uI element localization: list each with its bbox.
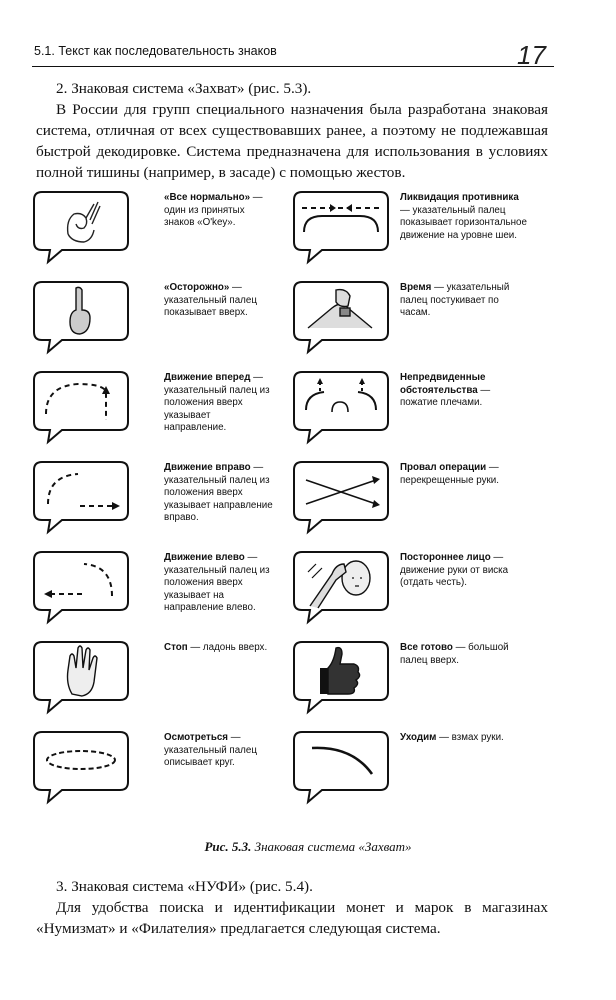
sign-caption: Уходим — взмах руки.: [400, 732, 504, 743]
sign-caption: Постороннее лицо — движение руки от виска (отдать честь).: [400, 552, 509, 588]
sign-bubble-move-forward: [32, 370, 130, 432]
sign-bubble-caution: [32, 280, 130, 342]
raised-index-finger-icon: [32, 280, 130, 354]
sign-bubble-all-ok: [32, 190, 130, 252]
thumbs-up-icon: [292, 640, 390, 714]
hand-wave-arc-icon: [292, 730, 390, 804]
open-palm-icon: [32, 640, 130, 714]
section-2-heading: 2. Знаковая система «Захват» (рис. 5.3).: [56, 80, 312, 97]
sign-bubble-move-right: [32, 460, 130, 522]
shrug-icon: [292, 370, 390, 444]
crossed-arms-icon: [292, 460, 390, 534]
sign-caption: Непредвиденные обстоятельства — пожатие плечами.: [400, 372, 491, 408]
sign-bubble-eliminate: [292, 190, 390, 252]
figure-caption-text: Знаковая система «Захват»: [254, 839, 412, 854]
figure-caption-label: Рис. 5.3.: [204, 839, 252, 854]
arrow-left-icon: [32, 550, 130, 624]
header-rule: [32, 66, 554, 67]
ok-hand-icon: [32, 190, 130, 264]
arrow-right-icon: [32, 460, 130, 534]
arrow-forward-icon: [32, 370, 130, 444]
sign-caption: Движение вперед — указательный палец из положения вверх указывает направление.: [164, 372, 270, 433]
sign-caption: «Осторожно» — указательный палец показывает вверх.: [164, 282, 257, 318]
sign-caption: Движение влево — указательный палец из положения вверх указывает на направление влево.: [164, 552, 270, 613]
section-3-heading: 3. Знаковая система «НУФИ» (рис. 5.4).: [56, 878, 313, 895]
sign-bubble-withdraw: [292, 730, 390, 792]
salute-icon: [292, 550, 390, 624]
sign-caption: Все готово — большой палец вверх.: [400, 642, 509, 666]
section-3-body: Для удобства поиска и идентификации монет и марок в магазинах «Нумизмат» и «Филателия» предлагается следующая система.: [36, 899, 548, 937]
sign-caption: Ликвидация противника — указательный палец показывает горизонтальное движение на уровне шеи.: [400, 192, 527, 241]
sign-bubble-failure: [292, 460, 390, 522]
sign-caption: «Все нормально» — один из принятых знаков «О'key».: [164, 192, 263, 228]
section-2-body: В России для групп специального назначения была разработана знаковая система, отличная от всех существовавших ранее, а поэтому не подлежавшая быстрой декодировке. Система предназначена для использования в условиях полной тишины (например, в засаде) с помощью жестов.: [36, 101, 548, 181]
sign-caption: Движение вправо — указательный палец из положения вверх указывает направление вправо.: [164, 462, 273, 523]
sign-bubble-stranger: [292, 550, 390, 612]
figure-caption: [0, 839, 616, 855]
sign-bubble-look-around: [32, 730, 130, 792]
watch-tap-icon: [292, 280, 390, 354]
dashed-circle-icon: [32, 730, 130, 804]
sign-caption: Стоп — ладонь вверх.: [164, 642, 268, 653]
sign-caption: Осмотреться — указательный палец описывает круг.: [164, 732, 257, 768]
gesture-figure: [28, 186, 568, 806]
running-title: 5.1. Текст как последовательность знаков: [34, 44, 277, 58]
sign-bubble-move-left: [32, 550, 130, 612]
throat-slash-icon: [292, 190, 390, 264]
sign-bubble-stop: [32, 640, 130, 702]
sign-bubble-time: [292, 280, 390, 342]
sign-bubble-unforeseen: [292, 370, 390, 432]
sign-caption: Провал операции — перекрещенные руки.: [400, 462, 499, 486]
sign-caption: Время — указательный палец постукивает по часам.: [400, 282, 510, 318]
sign-bubble-all-ready: [292, 640, 390, 702]
page-number: 17: [517, 40, 546, 70]
